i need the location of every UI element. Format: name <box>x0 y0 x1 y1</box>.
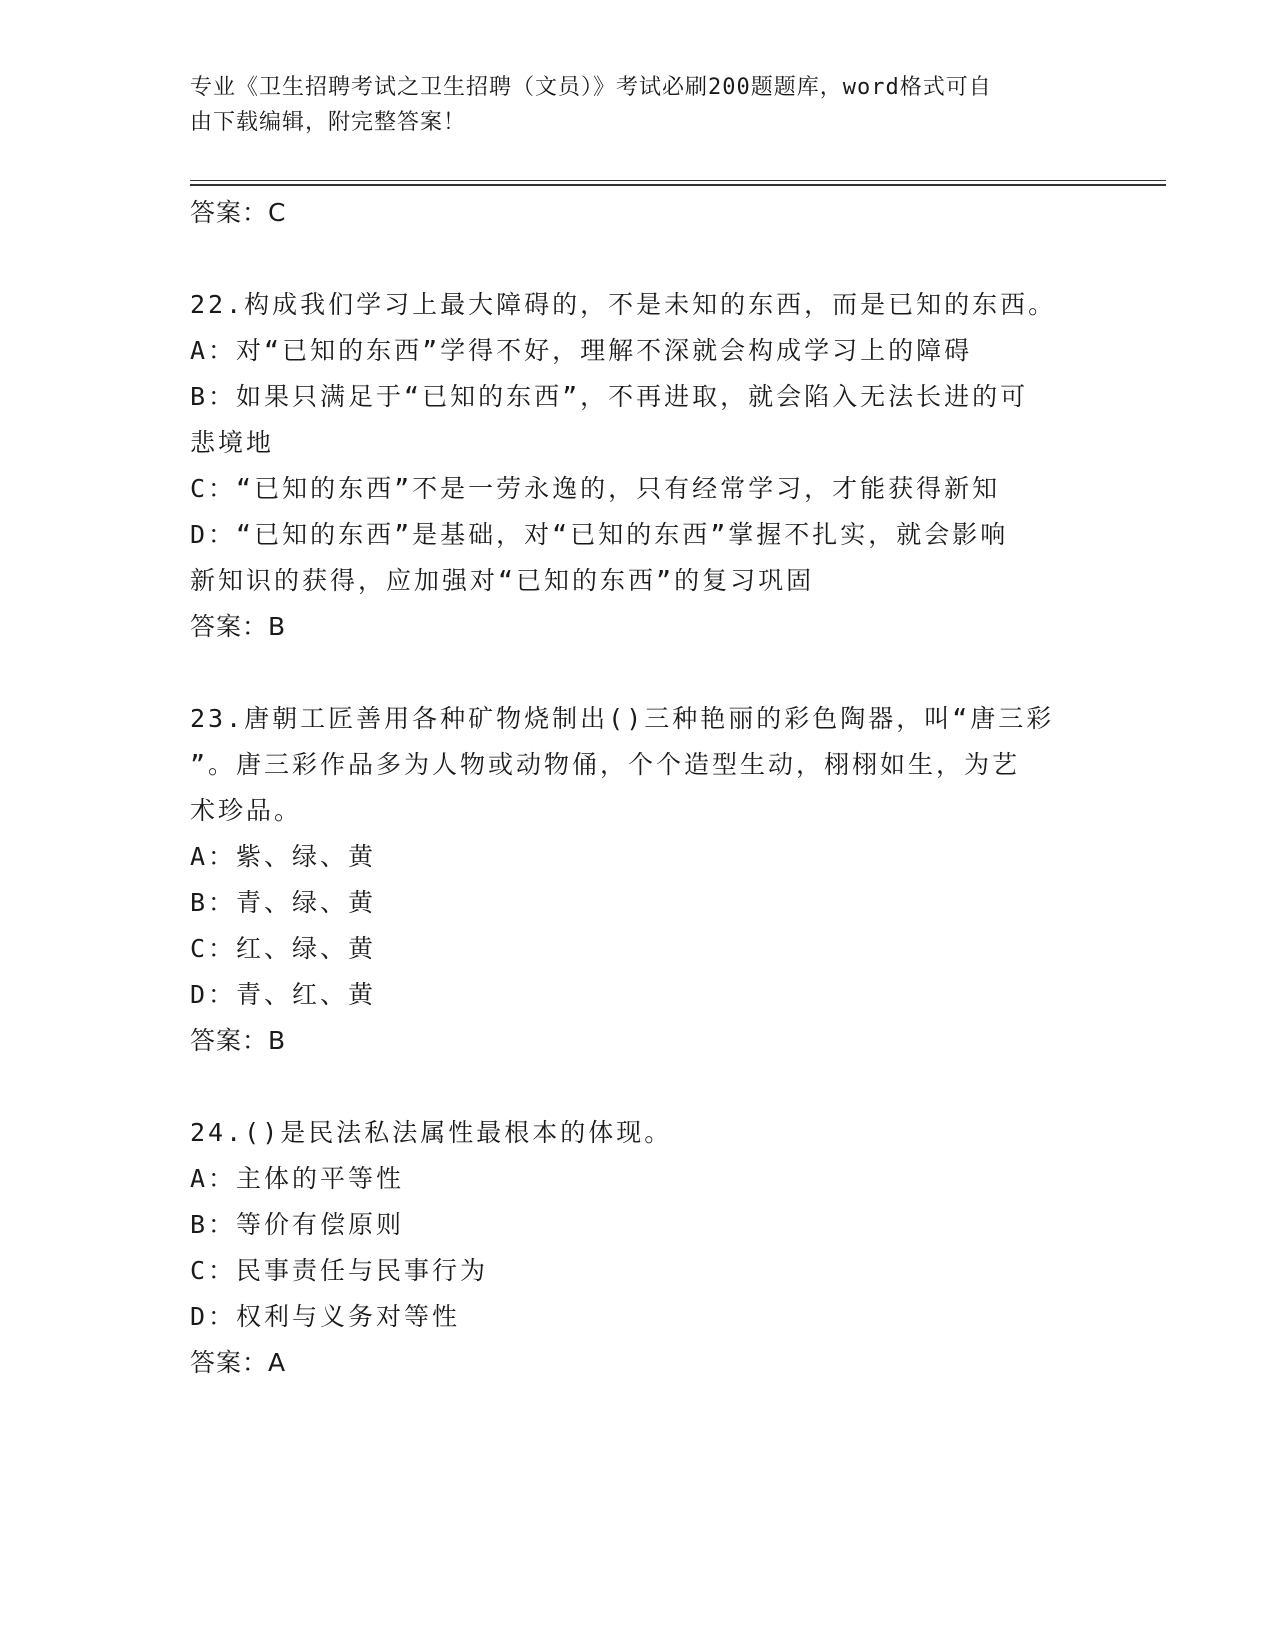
option-a: A：对“已知的东西”学得不好，理解不深就会构成学习上的障碍 <box>190 336 973 365</box>
option-c: C：红、绿、黄 <box>190 934 377 963</box>
header-line-2: 由下载编辑，附完整答案！ <box>190 110 467 135</box>
answer: 答案：A <box>190 1348 287 1377</box>
option-d: D：权利与义务对等性 <box>190 1302 461 1331</box>
option-d: D：青、红、黄 <box>190 980 377 1009</box>
spacer <box>190 236 1090 282</box>
document-body <box>190 190 1090 1386</box>
spacer <box>190 650 1090 696</box>
option-b-continued: 悲境地 <box>190 428 275 457</box>
question-block <box>190 696 1090 1064</box>
question-text-line: ”。唐三彩作品多为人物或动物俑，个个造型生动，栩栩如生，为艺 <box>190 750 1021 779</box>
option-a: A：紫、绿、黄 <box>190 842 377 871</box>
option-a: A：主体的平等性 <box>190 1164 405 1193</box>
answer: 答案：B <box>190 1026 287 1055</box>
previous-answer: 答案：C <box>190 198 287 227</box>
option-d-continued: 新知识的获得，应加强对“已知的东西”的复习巩固 <box>190 566 815 595</box>
header-line-1: 专业《卫生招聘考试之卫生招聘（文员）》考试必刷200题题库，word格式可自 <box>190 75 992 100</box>
question-text-line: 23.唐朝工匠善用各种矿物烧制出()三种艳丽的彩色陶器，叫“唐三彩 <box>190 704 1055 733</box>
document-header <box>190 70 1090 140</box>
question-text-line: 术珍品。 <box>190 796 303 825</box>
option-b: B：如果只满足于“已知的东西”，不再进取，就会陷入无法长进的可 <box>190 382 1029 411</box>
option-c: C：“已知的东西”不是一劳永逸的，只有经常学习，才能获得新知 <box>190 474 1001 503</box>
question-block <box>190 1110 1090 1386</box>
question-block <box>190 282 1090 650</box>
option-c: C：民事责任与民事行为 <box>190 1256 489 1285</box>
answer: 答案：B <box>190 612 287 641</box>
question-text-line: 22.构成我们学习上最大障碍的，不是未知的东西，而是已知的东西。 <box>190 290 1057 319</box>
question-text-line: 24.()是民法私法属性最根本的体现。 <box>190 1118 673 1147</box>
option-d: D：“已知的东西”是基础，对“已知的东西”掌握不扎实，就会影响 <box>190 520 1009 549</box>
option-b: B：等价有偿原则 <box>190 1210 405 1239</box>
spacer <box>190 1064 1090 1110</box>
header-rule-thick <box>190 184 1166 186</box>
option-b: B：青、绿、黄 <box>190 888 377 917</box>
header-rule-thin <box>190 180 1166 181</box>
